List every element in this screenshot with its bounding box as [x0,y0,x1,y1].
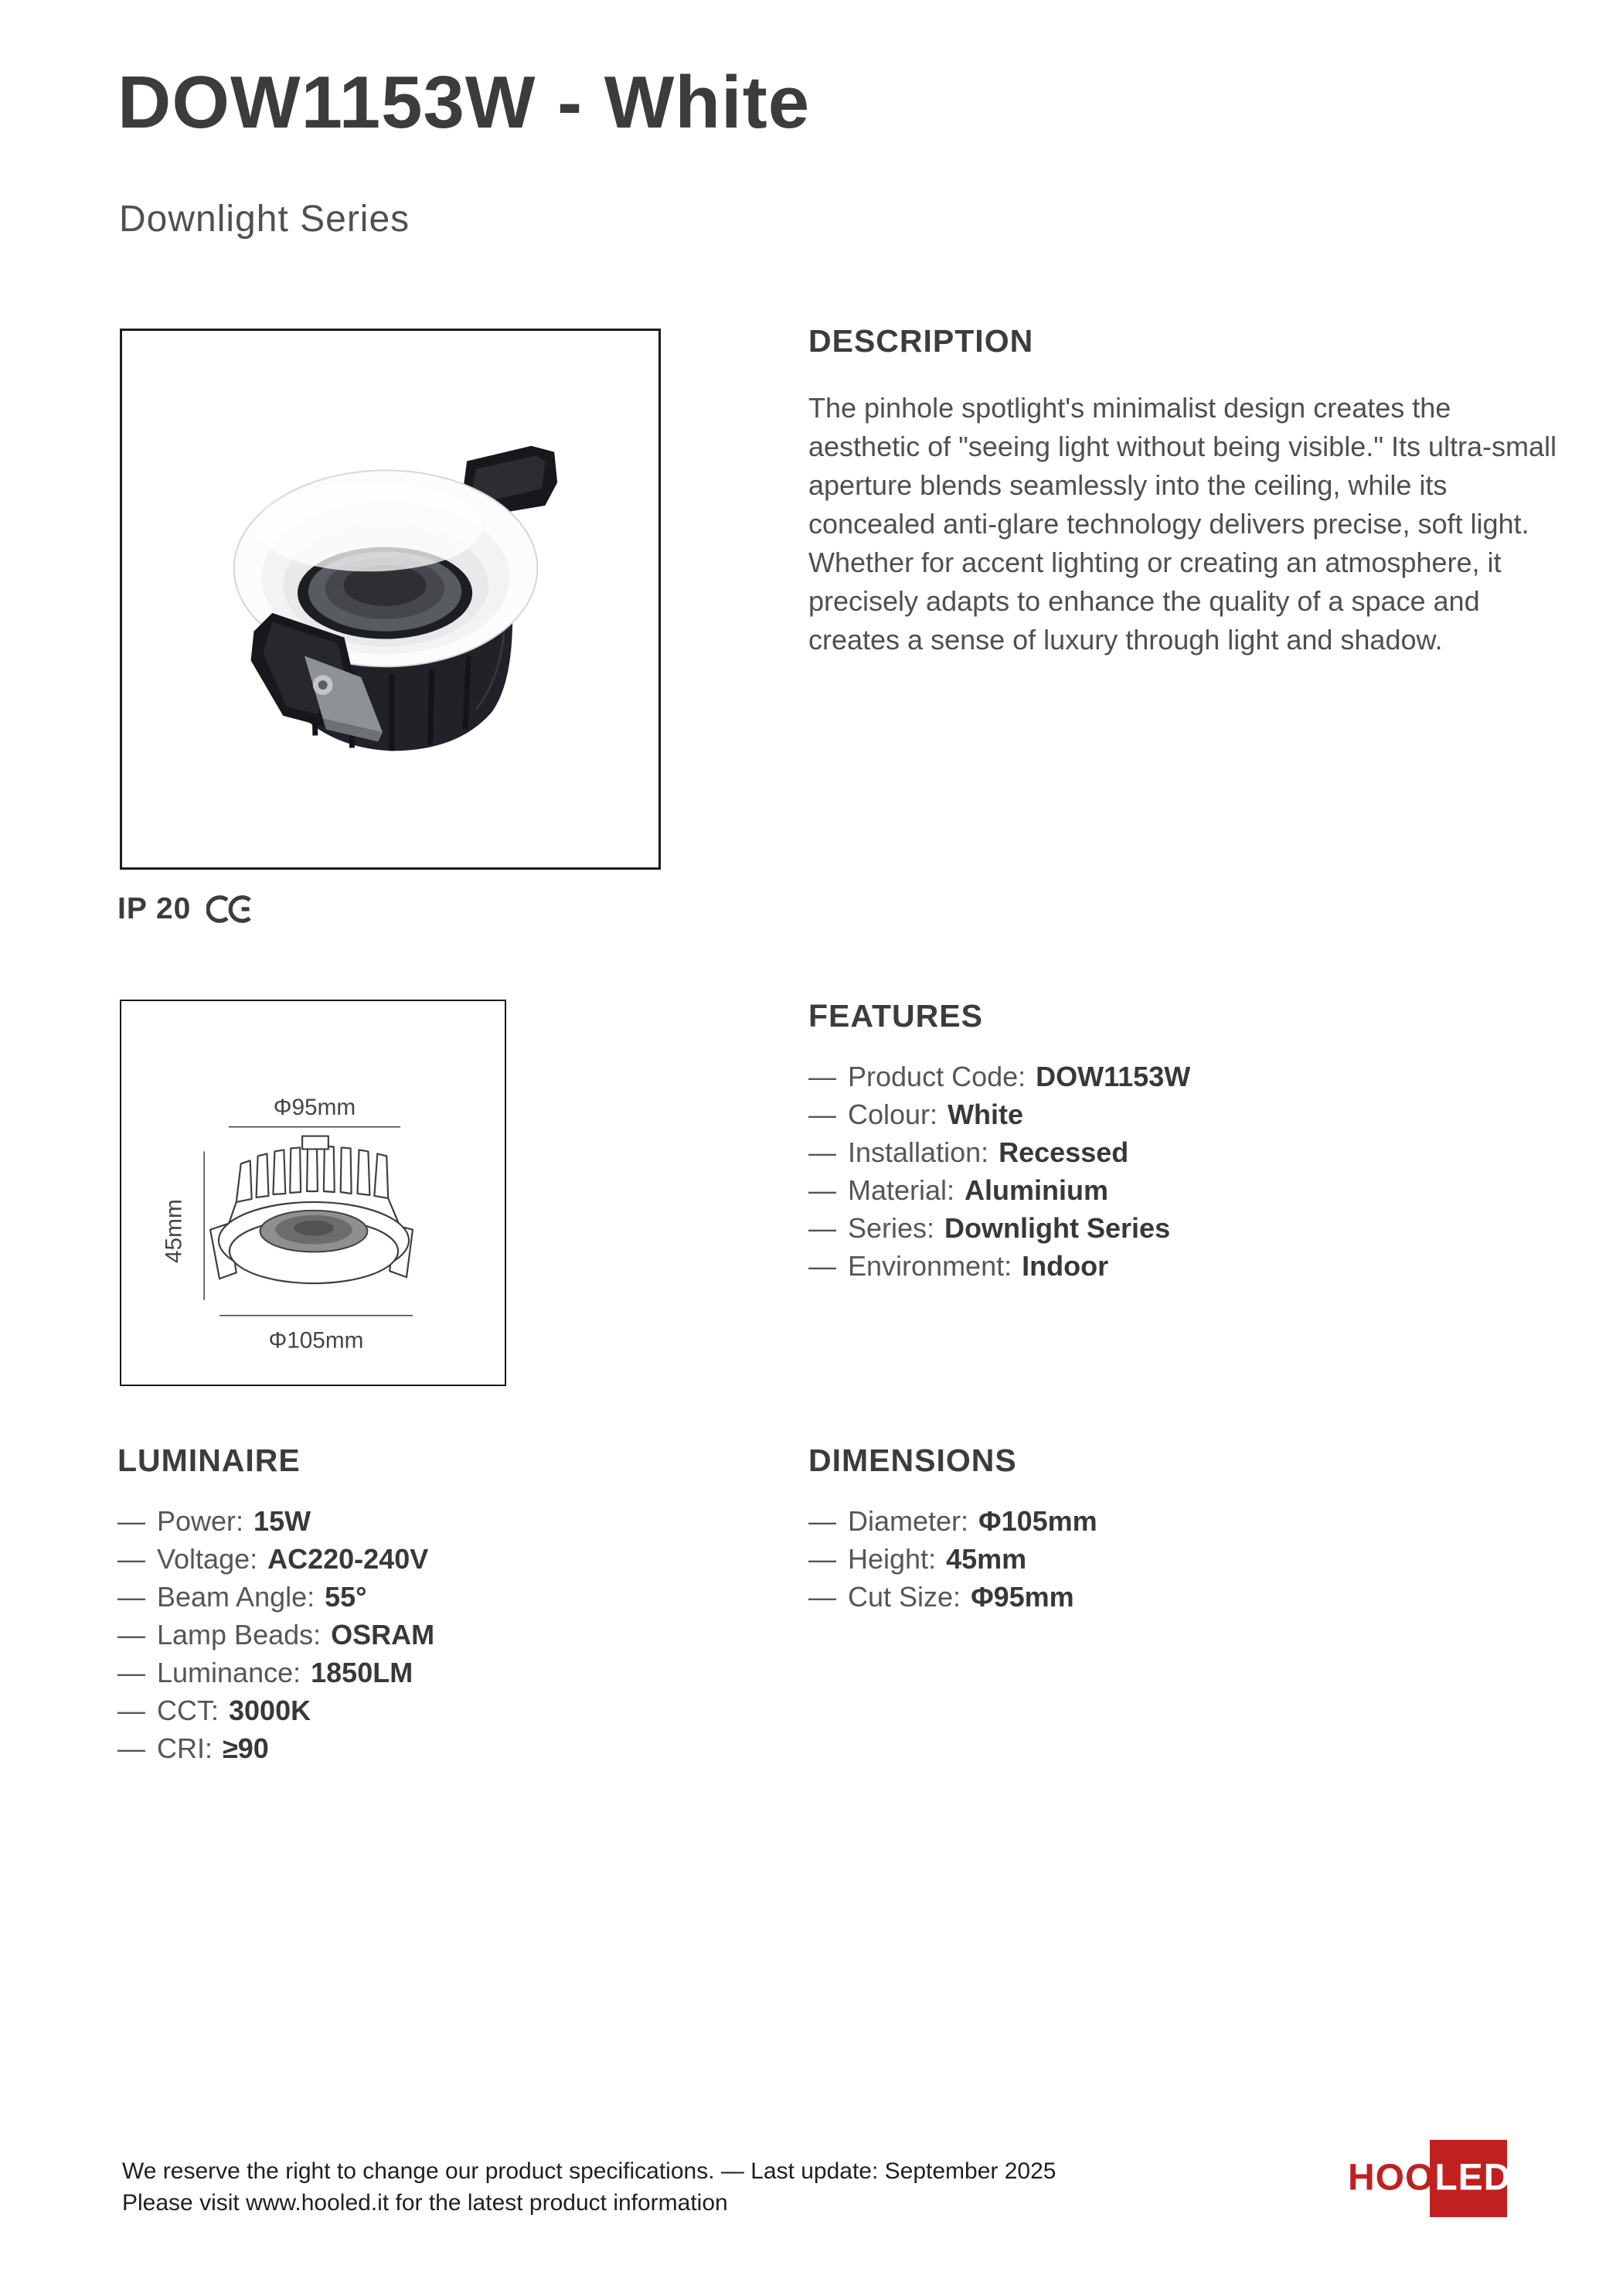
spec-value: Φ105mm [978,1505,1097,1537]
spec-dash: — [808,1136,836,1168]
page-subtitle: Downlight Series [119,199,410,240]
spec-dash: — [117,1732,145,1764]
spec-row [808,1061,1190,1099]
spec-label: Beam Angle: [157,1581,315,1613]
spec-label: Voltage: [157,1543,258,1575]
certifications-row [117,889,254,929]
features-heading: FEATURES [808,998,983,1034]
spec-value: OSRAM [331,1619,435,1650]
spec-row [117,1732,434,1770]
spec-value: Aluminium [965,1174,1109,1206]
footer-line-2: Please visit www.hooled.it for the latest product information [122,2190,728,2216]
drawing-bottom-dimension: Φ105mm [268,1327,364,1354]
ip-rating-label: IP 20 [117,892,192,925]
spec-label: Environment: [848,1250,1012,1282]
spec-label: Material: [848,1174,955,1206]
page-title: DOW1153W - White [117,61,811,144]
product-photo [122,331,658,867]
spec-dash: — [808,1543,836,1575]
spec-value: 1850LM [311,1657,413,1688]
spec-dash: — [808,1099,836,1130]
logo-text-led: LED [1434,2157,1512,2199]
spec-dash: — [117,1695,145,1726]
spec-value: AC220-240V [267,1543,429,1575]
drawing-top-dimension: Φ95mm [273,1094,356,1120]
spec-value: Φ95mm [971,1581,1074,1613]
spec-label: Lamp Beads: [157,1619,322,1650]
spec-row [117,1657,434,1695]
spec-row [117,1543,434,1581]
spec-dash: — [808,1212,836,1244]
dimensions-heading: DIMENSIONS [808,1443,1017,1478]
spec-label: CRI: [157,1732,213,1764]
ce-mark-icon [206,894,254,924]
spec-value: ≥90 [223,1732,269,1764]
description-text: The pinhole spotlight's minimalist design creates the aesthetic of "seeing light without being visible." Its ultra-small aperture blends seamlessly into the ceiling, while its concealed anti-glare technology delivers precise, soft light. Whether for accent lighting or creating an atmosphere, it precisely adapts to enhance the quality of a space and creates a sense of luxury through light and shadow. [808,392,1557,656]
spec-label: CCT: [157,1695,219,1726]
luminaire-list [117,1505,434,1770]
luminaire-heading: LUMINAIRE [117,1443,301,1478]
footer-line-1: We reserve the right to change our product specifications. — Last update: September 2025 [122,2158,1056,2184]
technical-drawing [121,1001,505,1385]
spec-dash: — [808,1505,836,1537]
spec-label: Height: [848,1543,937,1575]
spec-dash: — [117,1619,145,1650]
spec-row [808,1212,1190,1250]
spec-value: White [948,1099,1024,1130]
spec-dash: — [808,1174,836,1206]
spec-label: Power: [157,1505,244,1537]
spec-dash: — [808,1061,836,1092]
spec-row [117,1505,434,1543]
features-list [808,1061,1190,1288]
spec-row [808,1136,1190,1174]
spec-value: 15W [253,1505,311,1537]
spec-label: Diameter: [848,1505,969,1537]
spec-row [808,1581,1097,1619]
description-heading: DESCRIPTION [808,323,1034,359]
spec-label: Product Code: [848,1061,1026,1092]
logo-text-hoo: HOO [1348,2157,1435,2199]
technical-drawing-box [120,1000,506,1386]
spec-dash: — [117,1657,145,1688]
product-photo-box [120,329,661,870]
spec-row [117,1581,434,1619]
spec-dash: — [808,1250,836,1282]
spec-row [808,1174,1190,1212]
spec-label: Colour: [848,1099,938,1130]
dimensions-list [808,1505,1097,1619]
spec-row [808,1250,1190,1288]
spec-value: 55° [325,1581,367,1613]
logo-text [1348,2156,1511,2199]
spec-value: Downlight Series [944,1212,1171,1244]
spec-label: Luminance: [157,1657,301,1688]
drawing-height-dimension: 45mm [161,1199,187,1263]
spec-dash: — [808,1581,836,1613]
spec-value: Indoor [1022,1250,1109,1282]
spec-dash: — [117,1543,145,1575]
spec-row [808,1505,1097,1543]
spec-dash: — [117,1581,145,1613]
spec-value: 3000K [229,1695,311,1726]
spec-row [117,1619,434,1657]
spec-label: Series: [848,1212,935,1244]
spec-label: Installation: [848,1136,989,1168]
spec-label: Cut Size: [848,1581,961,1613]
spec-dash: — [117,1505,145,1537]
spec-row [808,1099,1190,1136]
spec-value: Recessed [999,1136,1129,1168]
spec-value: 45mm [946,1543,1027,1575]
spec-value: DOW1153W [1036,1061,1191,1092]
footer-disclaimer [122,2155,1056,2219]
hooled-logo [1348,2140,1512,2217]
spec-row [117,1695,434,1732]
spec-row [808,1543,1097,1581]
